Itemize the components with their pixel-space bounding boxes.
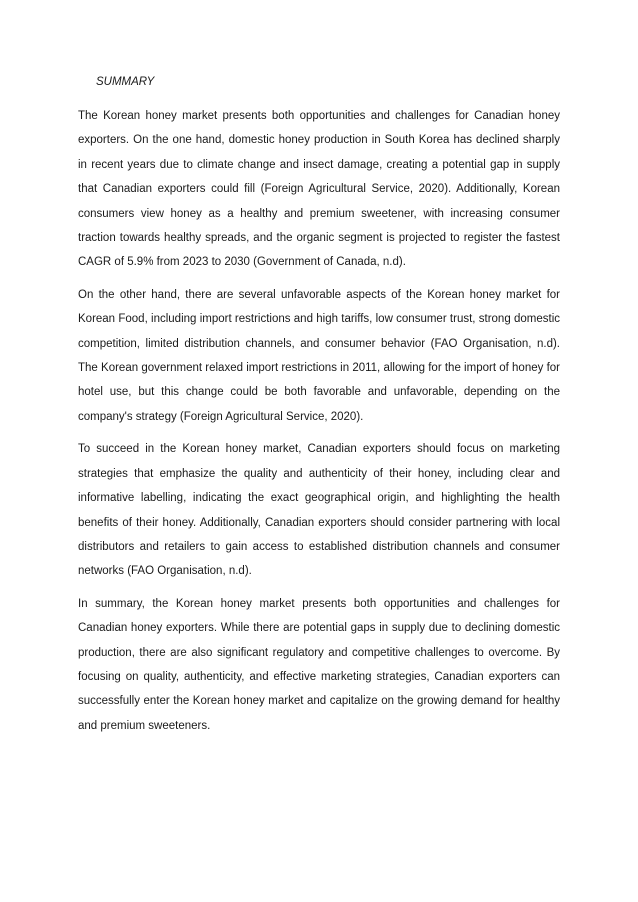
paragraph-conclusion: In summary, the Korean honey market presents both opportunities and challenges for Canadian honey exporters. While there are potential gaps in supply due to declining domestic production, there are also significant regulatory and competitive challenges to overcome. By focusing on quality, authenticity, and effective marketing strategies, Canadian exporters can successfully enter the Korean honey market and capitalize on the growing demand for healthy and premium sweeteners. [78,597,560,732]
paragraph-opportunities: The Korean honey market presents both opportunities and challenges for Canadian honey exporters. On the one hand, domestic honey production in South Korea has declined sharply in recent years due to climate change and insect damage, creating a potential gap in supply that Canadian exporters could fill (Foreign Agricultural Service, 2020). Additionally, Korean consumers view honey as a healthy and premium sweetener, with increasing consumer traction towards healthy spreads, and the organic segment is projected to register the fastest CAGR of 5.9% from 2023 to 2030 (Government of Canada, n.d). [78,110,560,269]
paragraph-marketing-strategies: To succeed in the Korean honey market, Canadian exporters should focus on marketing strategies that emphasize the quality and authenticity of their honey, including clear and informative labelling, indicating the exact geographical origin, and highlighting the health benefits of their honey. Additionally, Canadian exporters should consider partnering with local distributors and retailers to gain access to established distribution channels and consumer networks (FAO Organisation, n.d). [78,443,560,578]
document-body [78,74,560,746]
paragraph-unfavorable-aspects: On the other hand, there are several unfavorable aspects of the Korean honey market for Korean Food, including import restrictions and high tariffs, low consumer trust, strong domestic competition, limited distribution channels, and consumer behavior (FAO Organisation, n.d). The Korean government relaxed import restrictions in 2011, allowing for the import of honey for hotel use, but this change could be both favorable and unfavorable, depending on the company's strategy (Foreign Agricultural Service, 2020). [78,288,560,423]
section-heading: SUMMARY [96,76,155,88]
